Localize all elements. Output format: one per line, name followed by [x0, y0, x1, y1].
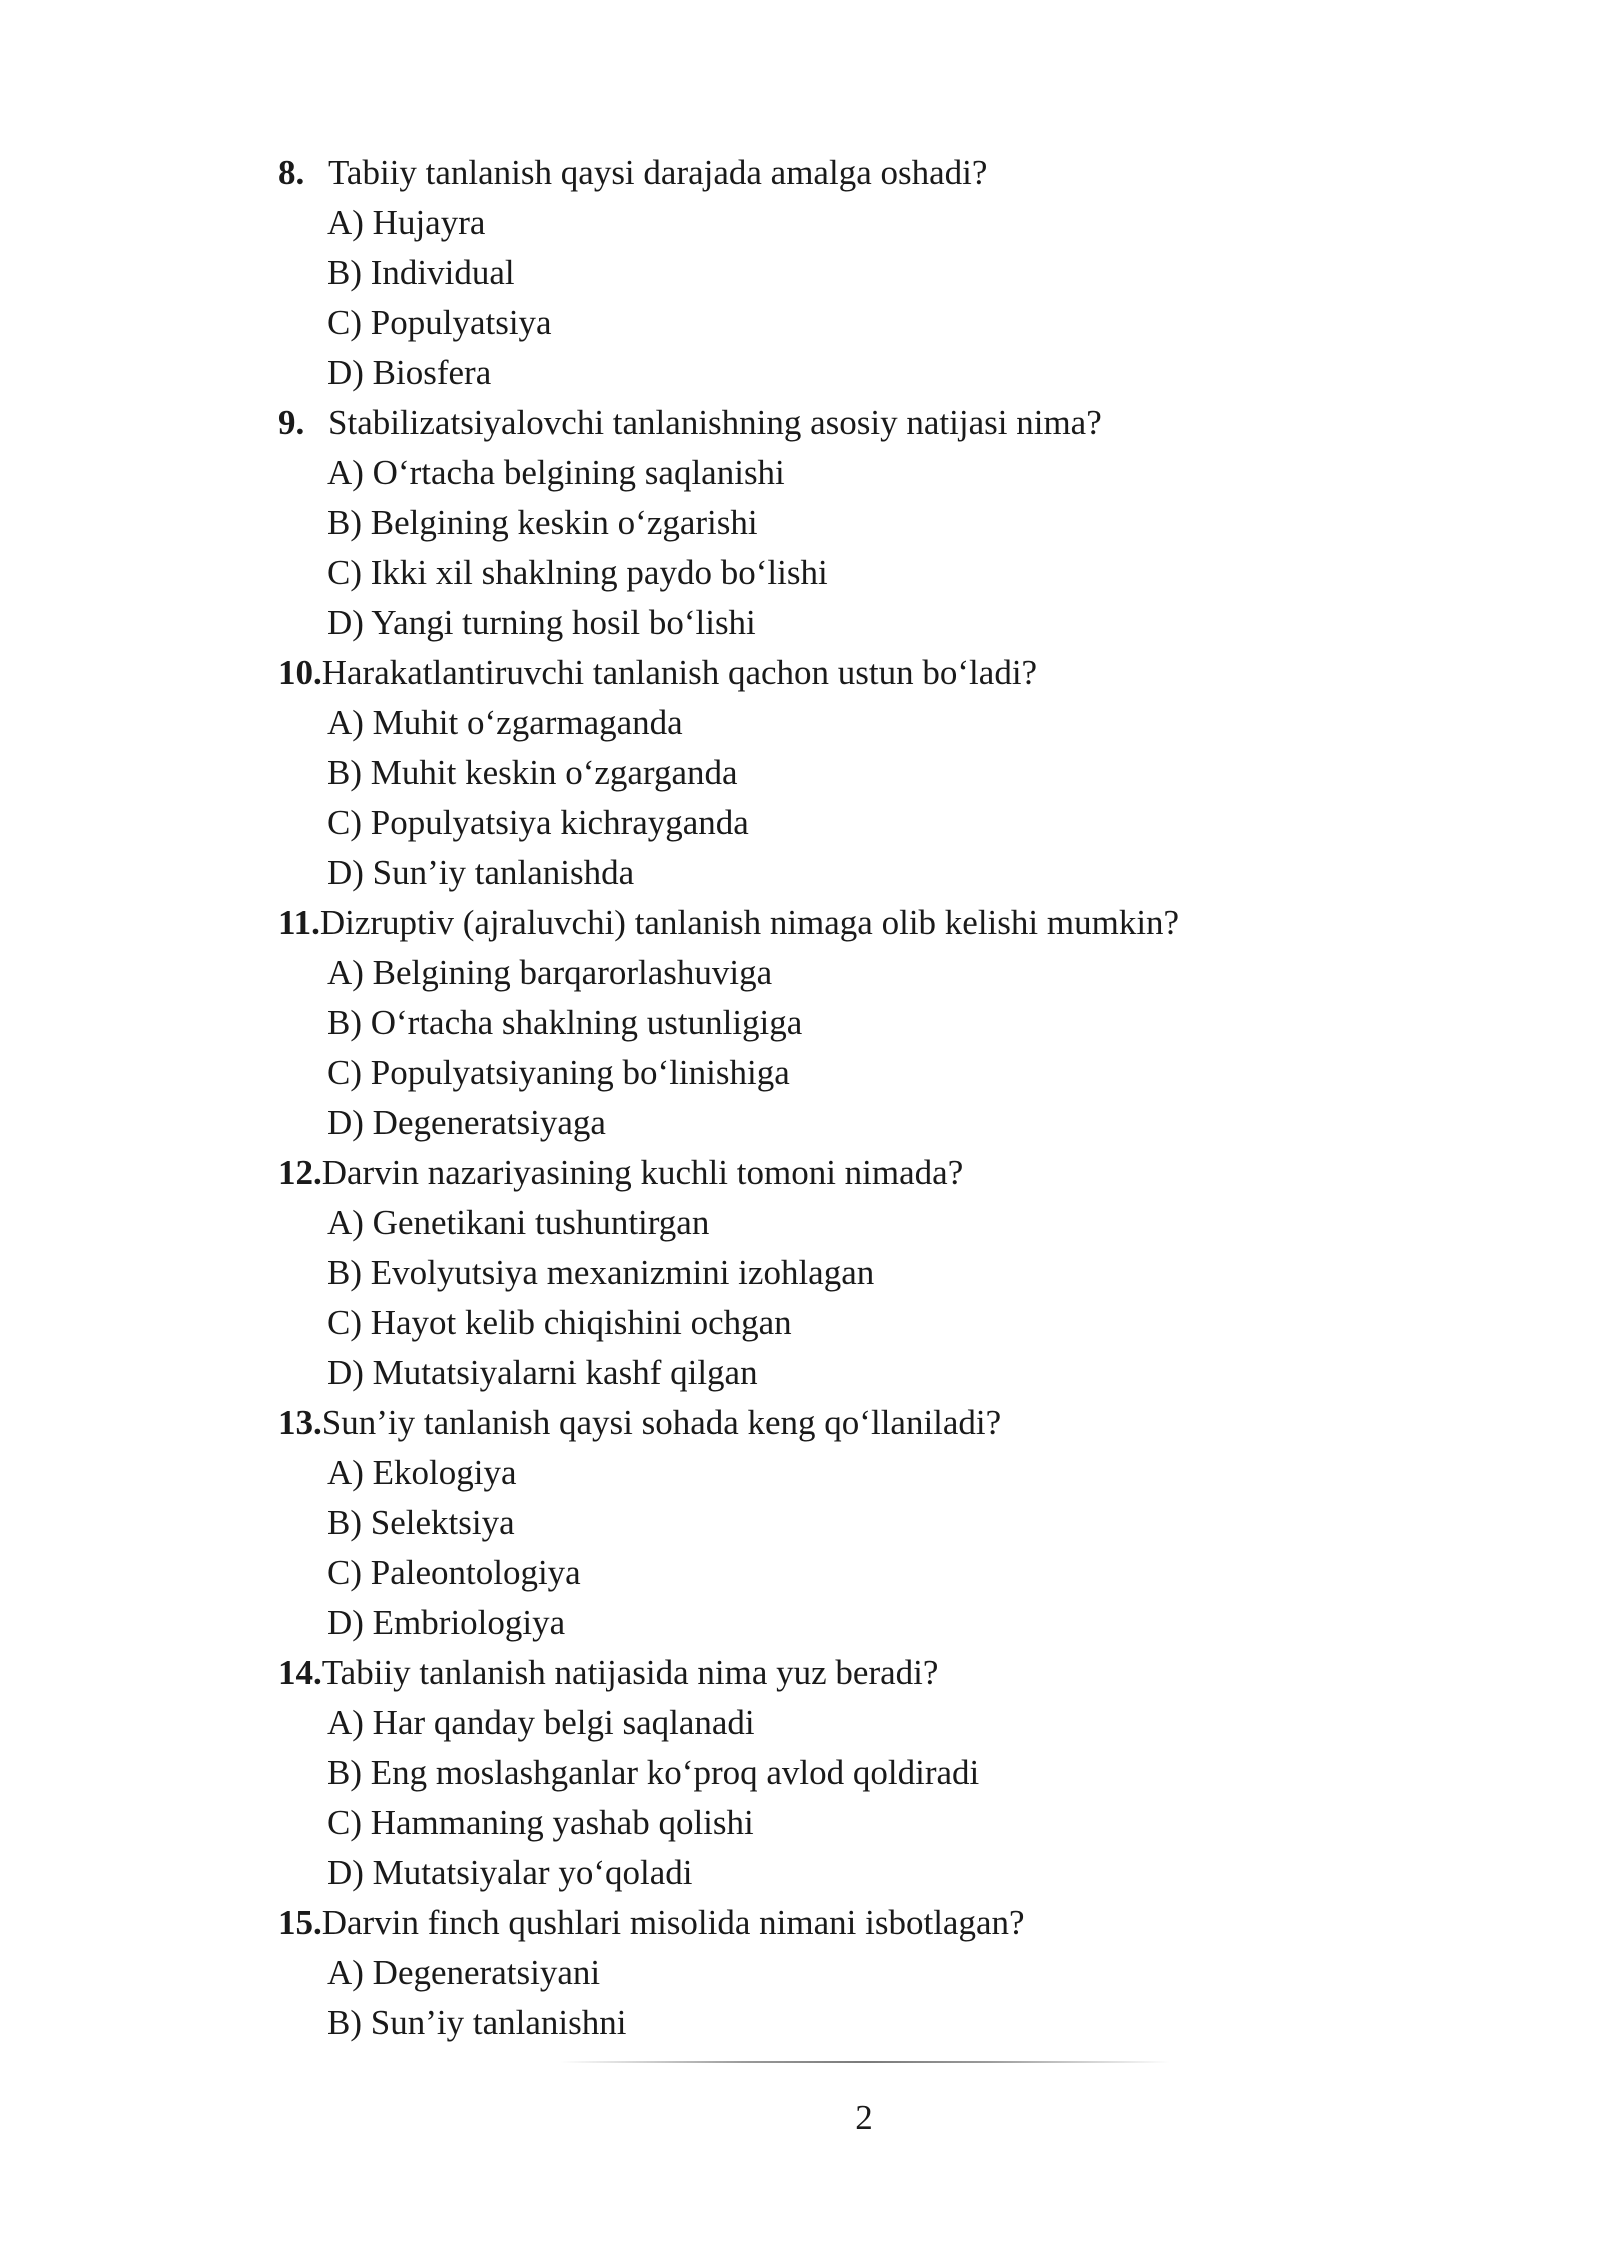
answer-option: A) Genetikani tushuntirgan: [327, 1203, 710, 1242]
page-number: 2: [855, 2098, 873, 2137]
question-number: 13.: [278, 1403, 322, 1442]
question-item: [278, 1648, 1378, 1898]
answer-option: C) Paleontologiya: [327, 1553, 581, 1592]
question-list: [278, 148, 1378, 2048]
footer-divider: [560, 2061, 1170, 2063]
answer-option: B) O‘rtacha shaklning ustunligiga: [327, 1003, 803, 1042]
question-item: [278, 648, 1378, 898]
question-text: Harakatlantiruvchi tanlanish qachon ustun bo‘ladi?: [321, 653, 1038, 692]
answer-option: C) Ikki xil shaklning paydo bo‘lishi: [327, 553, 828, 592]
answer-option: C) Populyatsiya: [327, 303, 552, 342]
question-item: [278, 398, 1378, 648]
answer-option: D) Mutatsiyalar yo‘qoladi: [327, 1853, 693, 1892]
question-heading: [278, 648, 1378, 698]
question-number: 8.: [278, 153, 305, 192]
answer-option: A) Har qanday belgi saqlanadi: [327, 1703, 755, 1742]
answer-option: D) Yangi turning hosil bo‘lishi: [327, 603, 756, 642]
question-item: [278, 1148, 1378, 1398]
answer-option: B) Sun’iy tanlanishni: [327, 2003, 627, 2042]
answer-option: C) Hammaning yashab qolishi: [327, 1803, 754, 1842]
question-number: 14.: [278, 1653, 322, 1692]
question-heading: [278, 398, 1378, 448]
question-text: Tabiiy tanlanish natijasida nima yuz beradi?: [321, 1653, 939, 1692]
question-text: Sun’iy tanlanish qaysi sohada keng qo‘llaniladi?: [321, 1403, 1002, 1442]
question-number: 10.: [278, 653, 322, 692]
answer-option: D) Degeneratsiyaga: [327, 1103, 606, 1142]
question-number: 12.: [278, 1153, 322, 1192]
answer-option: D) Sun’iy tanlanishda: [327, 853, 635, 892]
answer-option: D) Embriologiya: [327, 1603, 566, 1642]
answer-option: D) Mutatsiyalarni kashf qilgan: [327, 1353, 758, 1392]
answer-option: A) Hujayra: [327, 203, 486, 242]
answer-option: B) Individual: [327, 253, 515, 292]
answer-option: A) Muhit o‘zgarmaganda: [327, 703, 683, 742]
answer-option: A) O‘rtacha belgining saqlanishi: [327, 453, 785, 492]
answer-option: C) Populyatsiyaning bo‘linishiga: [327, 1053, 790, 1092]
answer-option: C) Hayot kelib chiqishini ochgan: [327, 1303, 792, 1342]
question-number: 9.: [278, 403, 305, 442]
question-item: [278, 1398, 1378, 1648]
question-number: 11.: [278, 903, 320, 942]
question-item: [278, 898, 1378, 1148]
answer-option: B) Evolyutsiya mexanizmini izohlagan: [327, 1253, 875, 1292]
question-text: Darvin nazariyasining kuchli tomoni nimada?: [321, 1153, 964, 1192]
answer-option: A) Ekologiya: [327, 1453, 517, 1492]
answer-option: B) Muhit keskin o‘zgarganda: [327, 753, 738, 792]
question-heading: [278, 148, 1378, 198]
question-item: [278, 148, 1378, 398]
question-text: Tabiiy tanlanish qaysi darajada amalga oshadi?: [328, 153, 988, 192]
question-heading: [278, 898, 1378, 948]
question-number: 15.: [278, 1903, 322, 1942]
answer-option: D) Biosfera: [327, 353, 492, 392]
question-text: Stabilizatsiyalovchi tanlanishning asosiy natijasi nima?: [328, 403, 1102, 442]
answer-option: B) Selektsiya: [327, 1503, 515, 1542]
question-heading: [278, 1898, 1378, 1948]
question-text: Darvin finch qushlari misolida nimani isbotlagan?: [321, 1903, 1025, 1942]
question-heading: [278, 1398, 1378, 1448]
answer-option: A) Belgining barqarorlashuviga: [327, 953, 773, 992]
question-item: [278, 1898, 1378, 2048]
answer-option: B) Eng moslashganlar ko‘proq avlod qoldiradi: [327, 1753, 980, 1792]
answer-option: B) Belgining keskin o‘zgarishi: [327, 503, 758, 542]
question-heading: [278, 1148, 1378, 1198]
answer-option: C) Populyatsiya kichrayganda: [327, 803, 749, 842]
question-text: Dizruptiv (ajraluvchi) tanlanish nimaga olib kelishi mumkin?: [319, 903, 1180, 942]
answer-option: A) Degeneratsiyani: [327, 1953, 601, 1992]
question-heading: [278, 1648, 1378, 1698]
